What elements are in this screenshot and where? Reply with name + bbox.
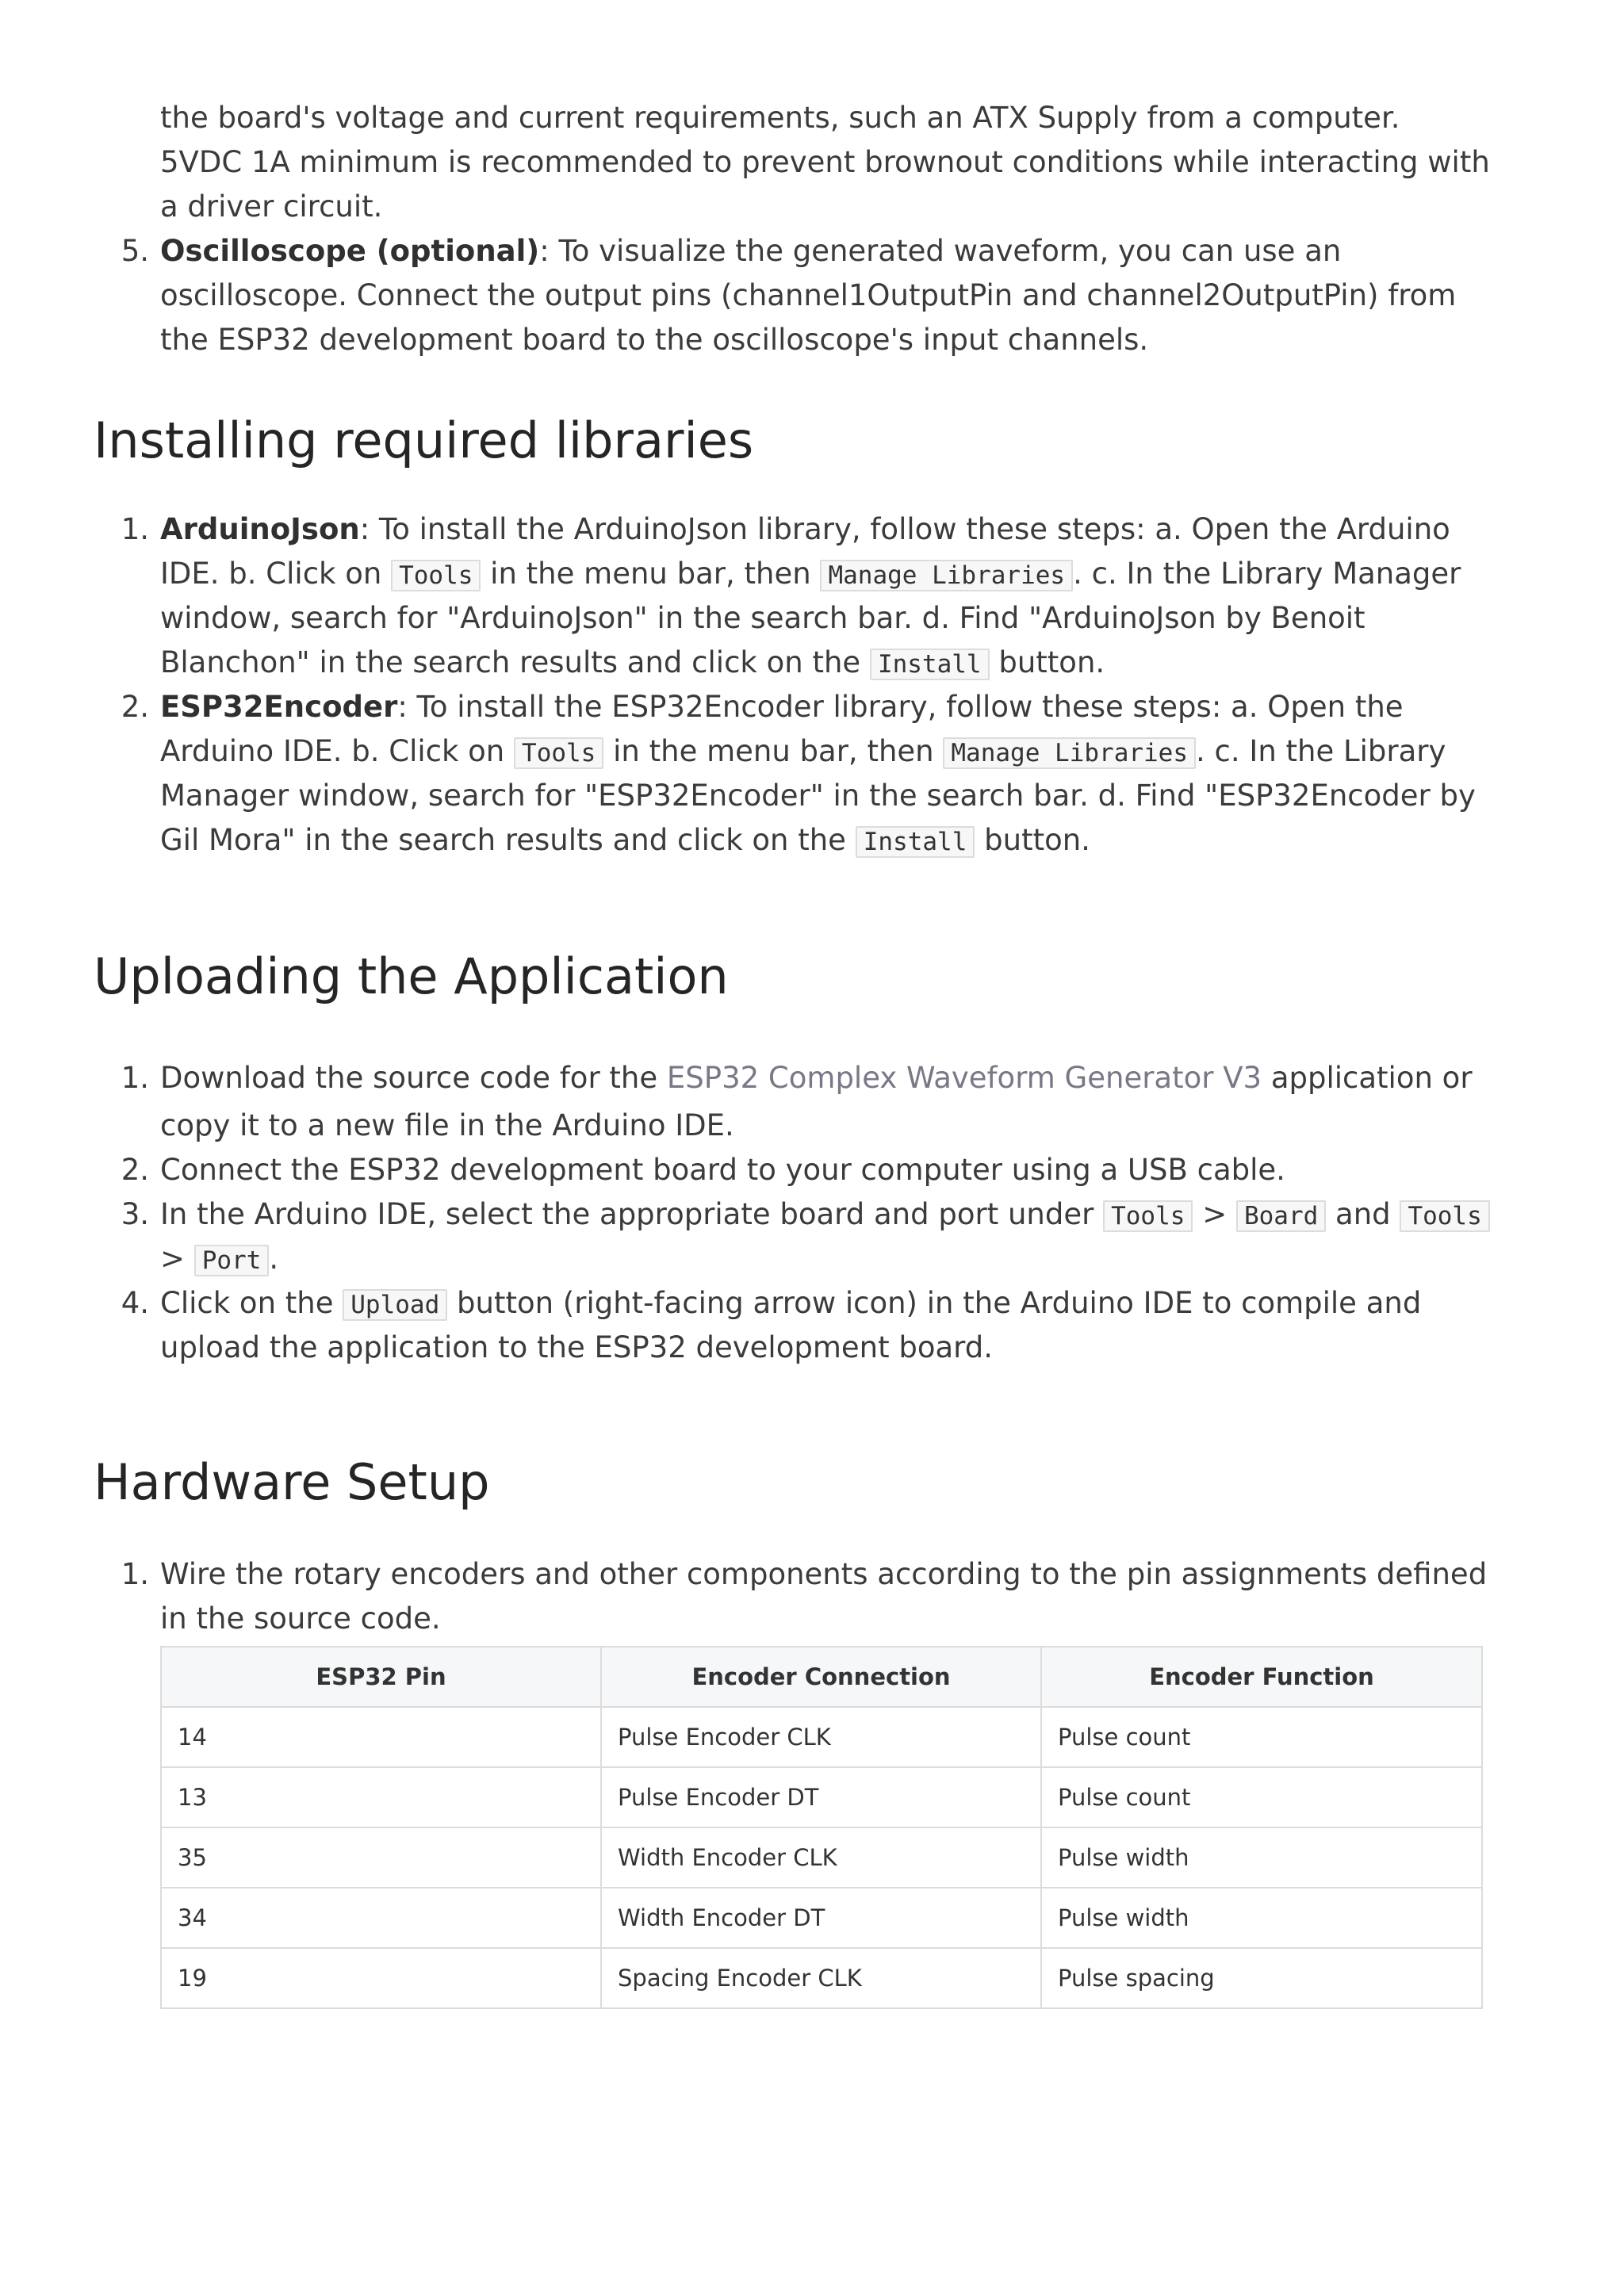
list-number: 3.	[121, 1197, 149, 1231]
table-row	[161, 1827, 1482, 1888]
section-heading-uploading: Uploading the Application	[94, 947, 729, 1005]
library-esp32encoder-line-4: Gil Mora" in the search results and click on the Install button.	[160, 823, 1090, 857]
cell-connection: Pulse Encoder DT	[601, 1767, 1041, 1827]
upload-step-3-line-2: > Port .	[160, 1242, 279, 1276]
upload-step-1-line-2: copy it to a new file in the Arduino IDE.	[160, 1108, 734, 1142]
library-arduinojson-line-3: window, search for "ArduinoJson" in the search bar. d. Find "ArduinoJson by Benoit	[160, 601, 1365, 635]
code-manage-libraries: Manage Libraries	[820, 560, 1073, 591]
column-header-encoder-connection: Encoder Connection	[601, 1647, 1041, 1707]
library-arduinojson-line-1: ArduinoJson: To install the ArduinoJson library, follow these steps: a. Open the Arduino	[160, 512, 1450, 546]
table-row	[161, 1888, 1482, 1948]
oscilloscope-line-1: Oscilloscope (optional): To visualize the generated waveform, you can use an	[160, 234, 1342, 268]
code-upload: Upload	[343, 1289, 447, 1321]
code-board: Board	[1236, 1200, 1326, 1232]
cell-connection: Width Encoder CLK	[601, 1827, 1041, 1888]
code-tools: Tools	[391, 560, 481, 591]
column-header-esp32-pin: ESP32 Pin	[161, 1647, 601, 1707]
upload-step-1-line-1: Download the source code for the ESP32 Complex Waveform Generator V3 application or	[160, 1061, 1473, 1095]
library-arduinojson-line-2: IDE. b. Click on Tools in the menu bar, then Manage Libraries . c. In the Library Manager	[160, 557, 1461, 591]
cell-function: Pulse width	[1041, 1827, 1482, 1888]
cell-function: Pulse count	[1041, 1707, 1482, 1767]
cell-function: Pulse count	[1041, 1767, 1482, 1827]
code-tools: Tools	[1103, 1200, 1193, 1232]
cell-pin: 13	[161, 1767, 601, 1827]
code-tools: Tools	[514, 737, 603, 769]
library-arduinojson-line-4: Blanchon" in the search results and click on the Install button.	[160, 645, 1105, 679]
source-code-link[interactable]: ESP32 Complex Waveform Generator V3	[666, 1061, 1262, 1095]
hardware-step-1-line-1: Wire the rotary encoders and other components according to the pin assignments defined	[160, 1557, 1488, 1591]
cell-connection: Spacing Encoder CLK	[601, 1948, 1041, 2008]
cell-function: Pulse width	[1041, 1888, 1482, 1948]
intro-line-3: a driver circuit.	[160, 189, 383, 224]
cell-connection: Pulse Encoder CLK	[601, 1707, 1041, 1767]
cell-pin: 19	[161, 1948, 601, 2008]
intro-line-1: the board's voltage and current requirements, such an ATX Supply from a computer.	[160, 101, 1400, 135]
upload-step-3-line-1: In the Arduino IDE, select the appropriate board and port under Tools > Board and Tools	[160, 1192, 1490, 1238]
code-install: Install	[856, 826, 975, 858]
library-esp32encoder-line-2: Arduino IDE. b. Click on Tools in the menu bar, then Manage Libraries . c. In the Library	[160, 734, 1446, 768]
list-number: 1.	[121, 512, 149, 546]
library-esp32encoder-line-3: Manager window, search for "ESP32Encoder" in the search bar. d. Find "ESP32Encoder by	[160, 779, 1476, 813]
list-number: 1.	[121, 1557, 149, 1591]
pin-assignment-table	[160, 1646, 1483, 2009]
table-row	[161, 1948, 1482, 2008]
cell-pin: 14	[161, 1707, 601, 1767]
oscilloscope-line-2: oscilloscope. Connect the output pins (channel1OutputPin and channel2OutputPin) from	[160, 278, 1457, 312]
intro-line-2: 5VDC 1A minimum is recommended to prevent brownout conditions while interacting with	[160, 145, 1490, 179]
code-port: Port	[194, 1245, 270, 1276]
code-tools: Tools	[1400, 1200, 1489, 1232]
hardware-step-1-line-2: in the source code.	[160, 1601, 441, 1636]
section-heading-hardware: Hardware Setup	[94, 1453, 490, 1511]
library-esp32encoder-line-1: ESP32Encoder: To install the ESP32Encoder library, follow these steps: a. Open the	[160, 690, 1404, 724]
list-number: 1.	[121, 1061, 149, 1095]
cell-connection: Width Encoder DT	[601, 1888, 1041, 1948]
upload-step-4-line-1: Click on the Upload button (right-facing arrow icon) in the Arduino IDE to compile and	[160, 1286, 1422, 1320]
code-manage-libraries: Manage Libraries	[943, 737, 1196, 769]
library-title-arduinojson: ArduinoJson	[160, 512, 360, 546]
section-heading-libraries: Installing required libraries	[94, 411, 754, 469]
code-install: Install	[870, 649, 990, 680]
cell-function: Pulse spacing	[1041, 1948, 1482, 2008]
library-title-esp32encoder: ESP32Encoder	[160, 690, 398, 724]
column-header-encoder-function: Encoder Function	[1041, 1647, 1482, 1707]
table-row	[161, 1767, 1482, 1827]
upload-step-4-line-2: upload the application to the ESP32 development board.	[160, 1330, 993, 1364]
list-number: 2.	[121, 690, 149, 724]
list-number: 4.	[121, 1286, 149, 1320]
oscilloscope-line-3: the ESP32 development board to the oscilloscope's input channels.	[160, 323, 1149, 357]
table-header-row	[161, 1647, 1482, 1707]
cell-pin: 34	[161, 1888, 601, 1948]
oscilloscope-title: Oscilloscope (optional)	[160, 234, 540, 268]
cell-pin: 35	[161, 1827, 601, 1888]
list-number: 2.	[121, 1153, 149, 1187]
list-number: 5.	[121, 234, 149, 268]
table-row	[161, 1707, 1482, 1767]
upload-step-2: Connect the ESP32 development board to your computer using a USB cable.	[160, 1153, 1285, 1187]
